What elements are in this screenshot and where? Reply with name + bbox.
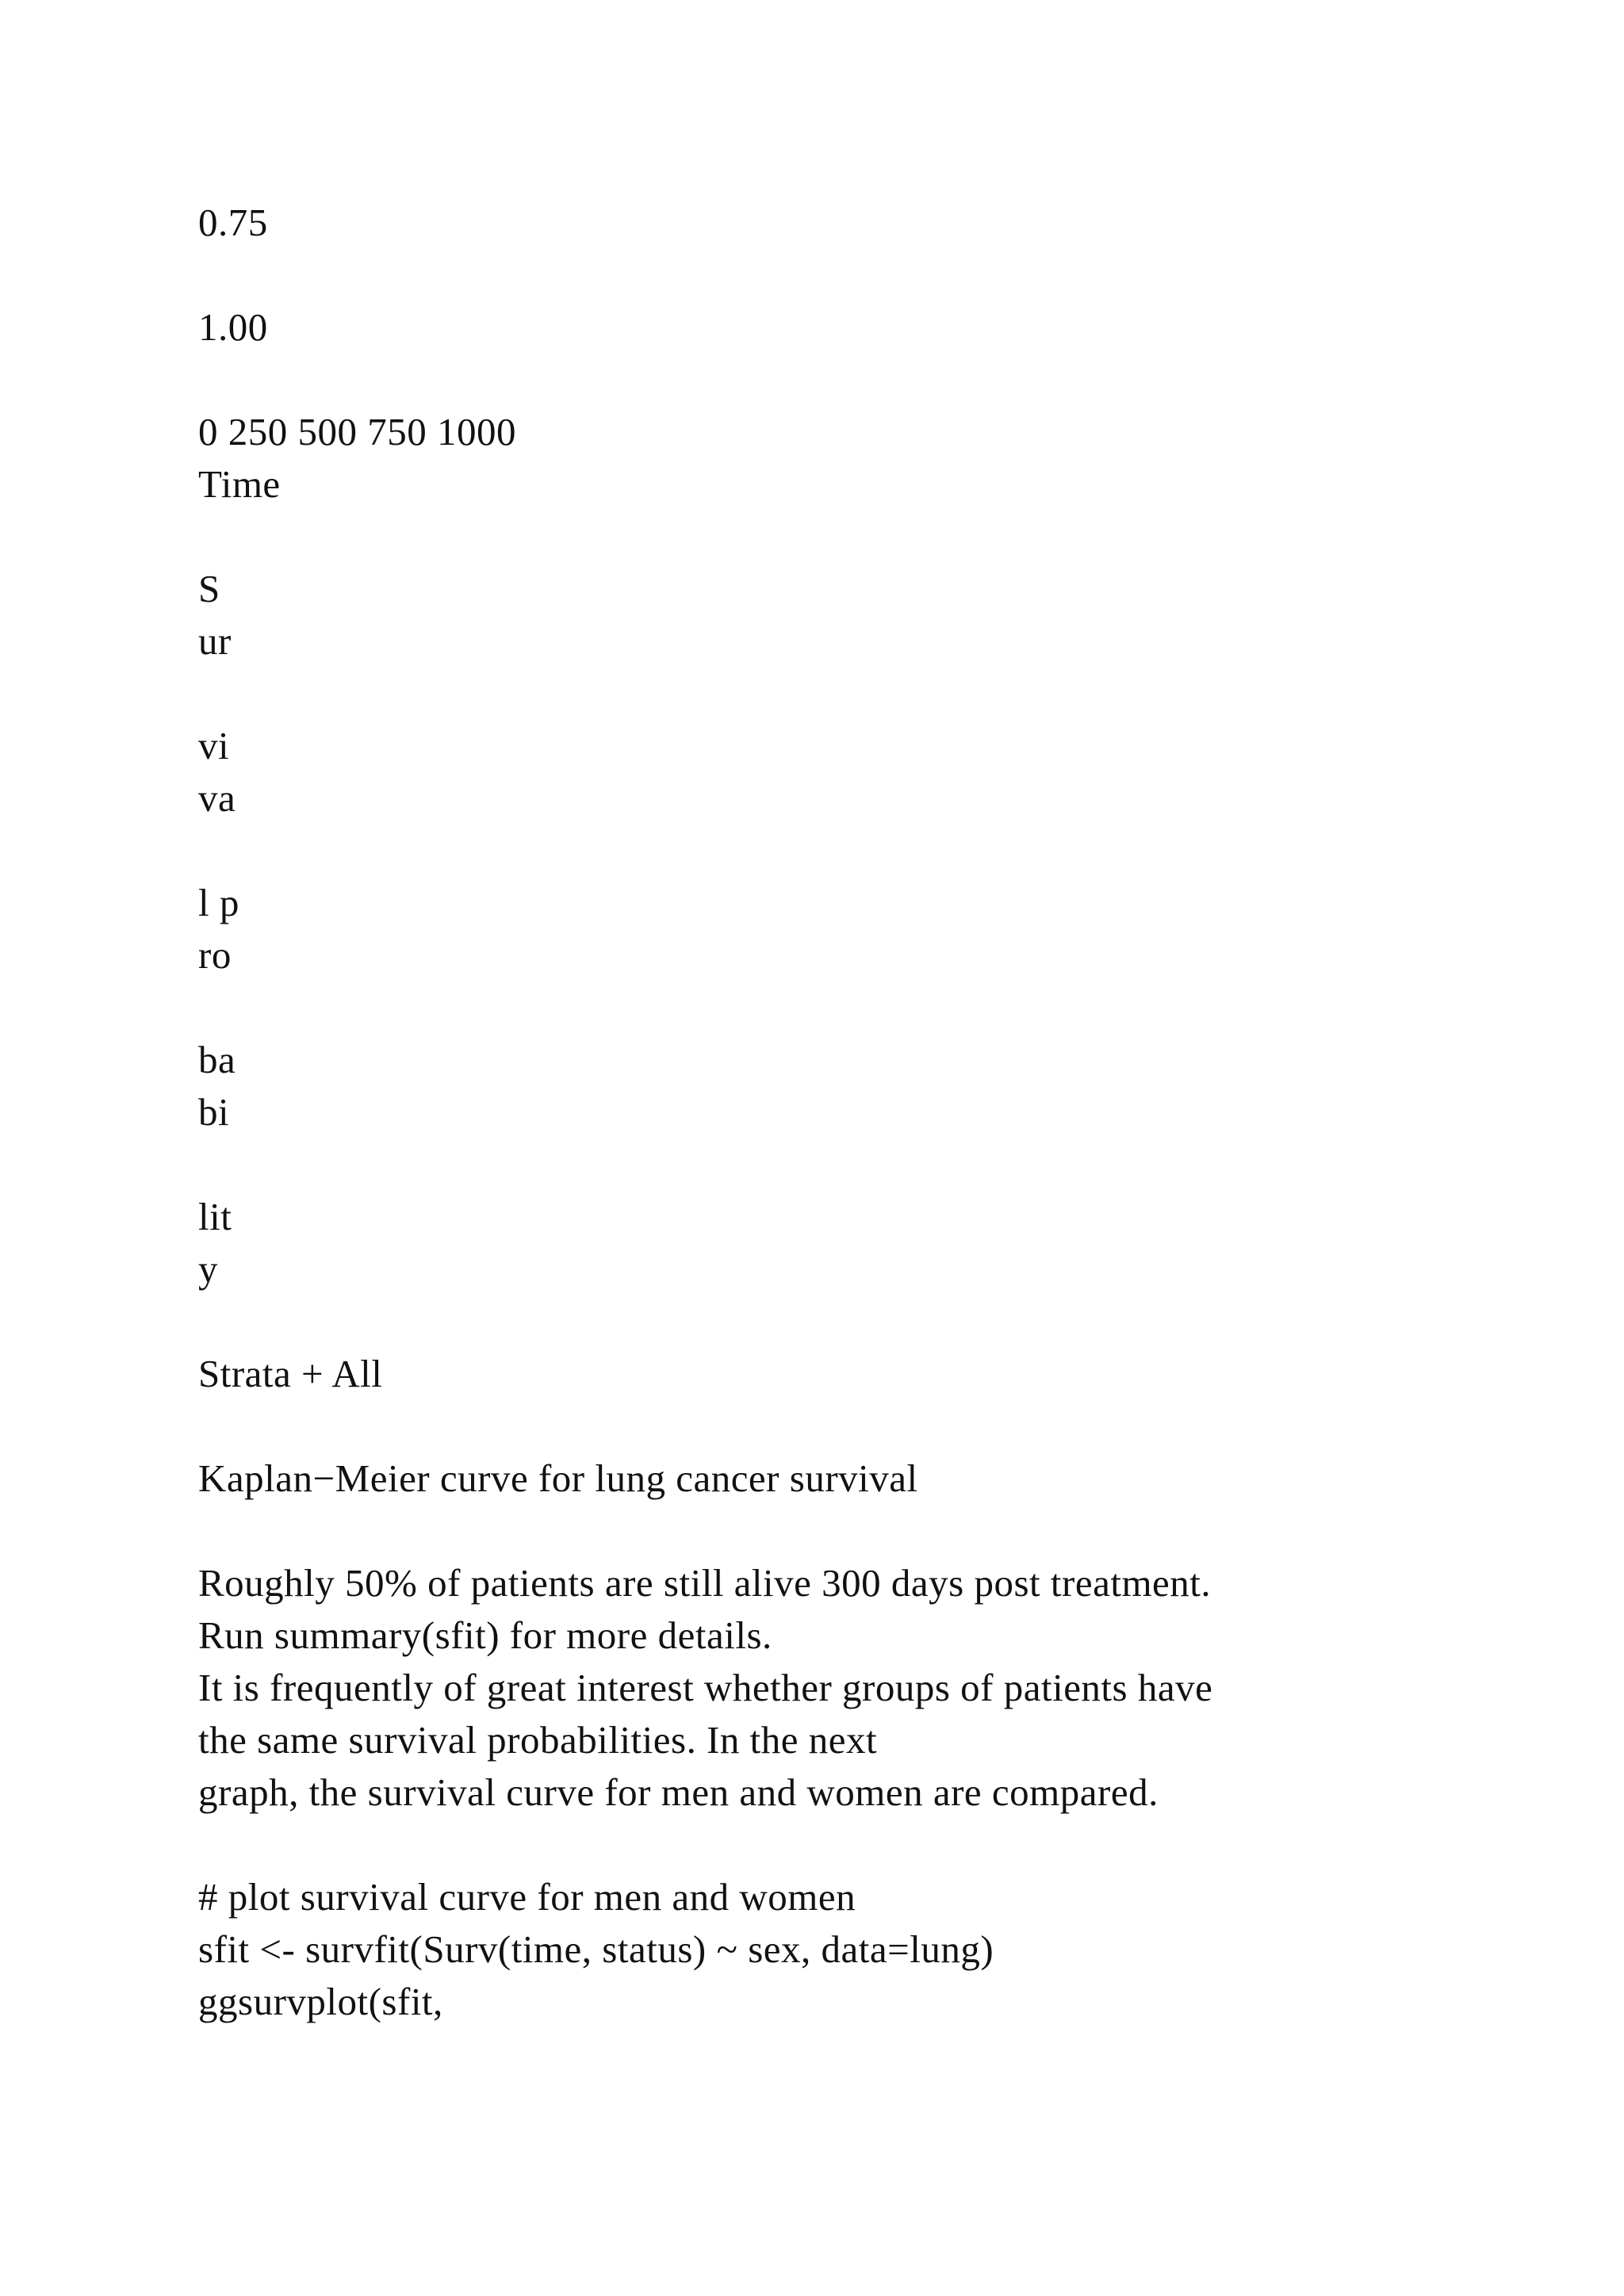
- text-line: Kaplan−Meier curve for lung cancer survival: [198, 1456, 918, 1500]
- text-line: y: [198, 1247, 218, 1291]
- text-line: # plot survival curve for men and women: [198, 1875, 856, 1919]
- text-line: graph, the survival curve for men and women are compared.: [198, 1770, 1159, 1814]
- text-line: ur: [198, 619, 232, 663]
- text-line: Time: [198, 462, 281, 506]
- text-line: the same survival probabilities. In the next: [198, 1718, 878, 1762]
- text-line: Roughly 50% of patients are still alive 300 days post treatment.: [198, 1561, 1212, 1605]
- text-line: ggsurvplot(sfit,: [198, 1980, 443, 2023]
- text-line: 0.75: [198, 201, 268, 244]
- text-line: S: [198, 567, 220, 610]
- text-line: sfit <- survfit(Surv(time, status) ~ sex, data=lung): [198, 1927, 994, 1971]
- text-line: lit: [198, 1195, 232, 1238]
- text-line: 1.00: [198, 305, 268, 349]
- text-line: bi: [198, 1090, 230, 1134]
- text-line: ro: [198, 933, 232, 977]
- text-line: vi: [198, 724, 230, 767]
- text-line: Run summary(sfit) for more details.: [198, 1613, 772, 1657]
- text-line: It is frequently of great interest whether groups of patients have: [198, 1666, 1213, 1709]
- text-line: 0 250 500 750 1000: [198, 410, 516, 453]
- text-line: va: [198, 776, 236, 820]
- text-line: Strata + All: [198, 1352, 383, 1395]
- text-line: ba: [198, 1038, 236, 1081]
- text-line: l p: [198, 881, 239, 924]
